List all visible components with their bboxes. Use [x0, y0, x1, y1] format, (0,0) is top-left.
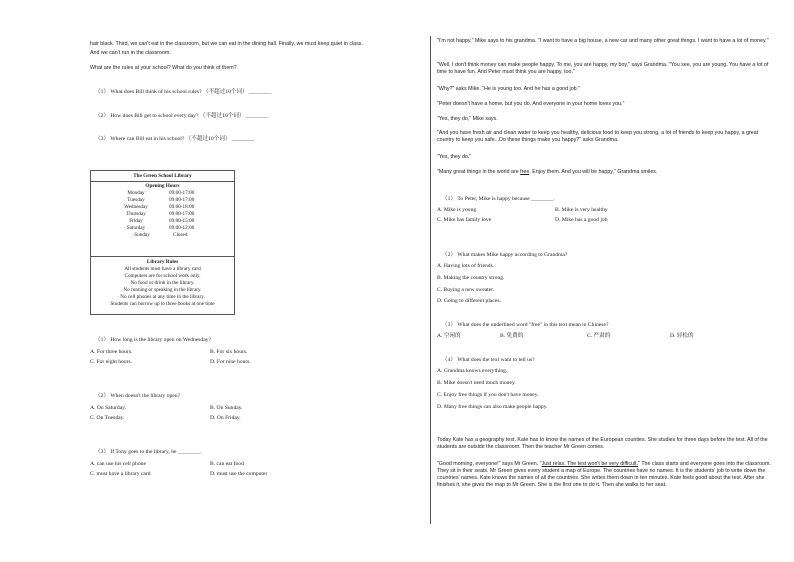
- library-title: The Green School Library: [133, 173, 192, 179]
- column-divider: [430, 36, 431, 524]
- hours-time: 09:00-15:00: [169, 218, 195, 224]
- kate-paragraph: [437, 461, 772, 489]
- question-1: （1） What does Bill think of his school rules? （不超过10个词） ________: [95, 89, 272, 95]
- underlined-word: free: [520, 169, 530, 175]
- intro-line-1: hair black. Third, we can't eat in the classroom, but we can eat in the dining hall. Finally, we must keep quiet in class.: [90, 41, 363, 47]
- option: B. For six hours.: [210, 349, 248, 355]
- library-divider: [91, 256, 234, 257]
- story-question-2: （2） What makes Mike happy according to Grandma?: [442, 252, 568, 258]
- option: A. Mike is young: [437, 207, 477, 213]
- option: A. can use his cell phone: [90, 461, 146, 467]
- library-rule: No food or drink in the library.: [130, 280, 195, 286]
- option: B. Making the country strong.: [437, 275, 505, 281]
- kate-paragraph: Today Kate has a geography test. Kate has to know the names of the European counties. She studies for three days before the test. All of the students are outside the classroom. Then the teacher Mr Green comes.: [437, 437, 768, 450]
- option: D. For nine hours.: [210, 359, 251, 365]
- hours-time: 09:00-17:00: [169, 190, 195, 196]
- text-run: "Good morning, everyone!" says Mr Green. ": [437, 461, 542, 467]
- question-3: （3） Where can Bill eat in his school? （不超过10个词） ________: [95, 136, 255, 142]
- intro-line-3: What are the rules at your school? What do you think of them?: [90, 65, 237, 71]
- library-rule: Computers are for school work only.: [124, 273, 201, 279]
- hours-time: 09:00-17:00: [169, 211, 195, 217]
- library-rule: All students must have a library card: [124, 266, 201, 272]
- library-question-1: （1） How long is the library open on Wednesday?: [95, 337, 211, 343]
- library-notice: [90, 170, 235, 315]
- opening-hours-title: Opening Hours: [145, 183, 180, 189]
- library-rule: Students can borrow up to three books at one time: [110, 301, 215, 307]
- option: D. must use the computer: [210, 471, 268, 477]
- library-question-2: （2） When doesn't the library open?: [95, 393, 181, 399]
- hours-day: Wednesday: [124, 204, 148, 210]
- library-rule: No cell phones at any time in the library.: [120, 294, 205, 300]
- option: C. 严肃的: [587, 333, 611, 339]
- option: B. On Sunday.: [210, 405, 243, 411]
- option: B. 免费的: [500, 333, 524, 339]
- story-paragraph: "Peter doesn't have a home, but you do. And everyone in your home loves you.": [437, 101, 625, 107]
- option: D. Going to different places.: [437, 298, 501, 304]
- story-paragraph: "Why?" asks Mike. "He is young too. And he has a good job.": [437, 86, 580, 92]
- option: B. Mike is very healthy: [555, 207, 608, 213]
- option: A. Having lots of friends.: [437, 263, 495, 269]
- hours-day: Tuesday: [127, 197, 145, 203]
- hours-day: Friday: [129, 218, 143, 224]
- hours-day: Saturday: [126, 225, 146, 231]
- library-divider: [91, 181, 234, 182]
- hours-time: 09:00-17:00: [169, 197, 195, 203]
- library-rules-title: Library Rules: [146, 259, 179, 265]
- story-question-1: （1） To Peter, Mike is happy because ________.: [442, 196, 555, 202]
- story-question-3: （3） What does the underlined word "free" in this text mean in Chinese?: [442, 322, 609, 328]
- story-paragraph: "I'm not happy," Mike says to his grandma. "I want to have a big house, a new car and many other great things. I want to have a lot of money.": [437, 38, 769, 44]
- option: A. For three hours.: [90, 349, 133, 355]
- question-2: （2） How does Bill get to school every day? （不超过10个词） ________: [95, 113, 269, 119]
- hours-time: Closed: [173, 232, 188, 238]
- option: D. 轻松的: [670, 333, 694, 339]
- option: D. Mike has a good job: [555, 217, 608, 223]
- option: B. can eat food: [210, 461, 244, 467]
- option: C. Buying a new sweater.: [437, 287, 495, 293]
- option: B. Mike doesn't need much money.: [437, 380, 516, 386]
- option: C. For eight hours.: [90, 359, 133, 365]
- option: A. On Saturday.: [90, 405, 126, 411]
- hours-day: Sunday: [134, 232, 150, 238]
- hours-day: Monday: [127, 190, 145, 196]
- story-paragraph: "Well, I don't think money can make people happy. To me, you are happy, my boy," says Grandma. "You see, you are young. You have a lot of time to have fun. And Peter must think you are happy, too.": [437, 62, 769, 75]
- library-question-3: （3） If Tony goes to the library, he ________.: [95, 449, 202, 455]
- hours-time: 09:00-12:00: [169, 225, 195, 231]
- option: A. 空闲的: [437, 333, 461, 339]
- text-run: . Enjoy them. And you will be happy," Grandma smiles.: [529, 169, 658, 175]
- hours-time: 09:00-18:00: [169, 204, 195, 210]
- option: C. must have a library card: [90, 471, 151, 477]
- option: D. On Friday.: [210, 415, 241, 421]
- story-paragraph: "Yes, they do.": [437, 154, 472, 160]
- option: A. Grandma knows everything.: [437, 368, 508, 374]
- story-paragraph: "And you have fresh air and clean water to keep you healthy, delicious food to keep you strong, a lot of friends to keep you happy, a great country to keep you safe...Do these things make you happy?" asks Grandma.: [437, 130, 759, 143]
- hours-day: Thursday: [126, 211, 146, 217]
- story-paragraph: "Yes, they do," Mike says.: [437, 116, 498, 122]
- intro-line-2: And we can't run in the classroom.: [90, 50, 171, 56]
- option: C. Mike has family love: [437, 217, 492, 223]
- library-rule: No running or speaking in the library.: [123, 287, 202, 293]
- story-question-4: （4） What does the text want to tell us?: [442, 357, 535, 363]
- option: D. Many free things can also make people happy.: [437, 404, 548, 410]
- option: C. On Tuesday.: [90, 415, 125, 421]
- underlined-sentence: Just relax. The test won't be very difficult.: [541, 461, 639, 467]
- text-run: " The class starts and everyone goes into the classroom. They sit in their seats. Mr Green gives every student a map of Europe. The countries have no names. It is the students' job to write down the countries' names. Kate knows the names of all the countries. She writes them down in ten minutes. Kate feels good about the test. After she finishes it, she gives the map to Mr Green. She is the first one to do it. Then she walks to her seat.: [437, 461, 771, 488]
- story-paragraph: [437, 169, 657, 176]
- option: C. Enjoy free things if you don't have money.: [437, 392, 539, 398]
- text-run: "Many great things in the world are: [437, 169, 521, 175]
